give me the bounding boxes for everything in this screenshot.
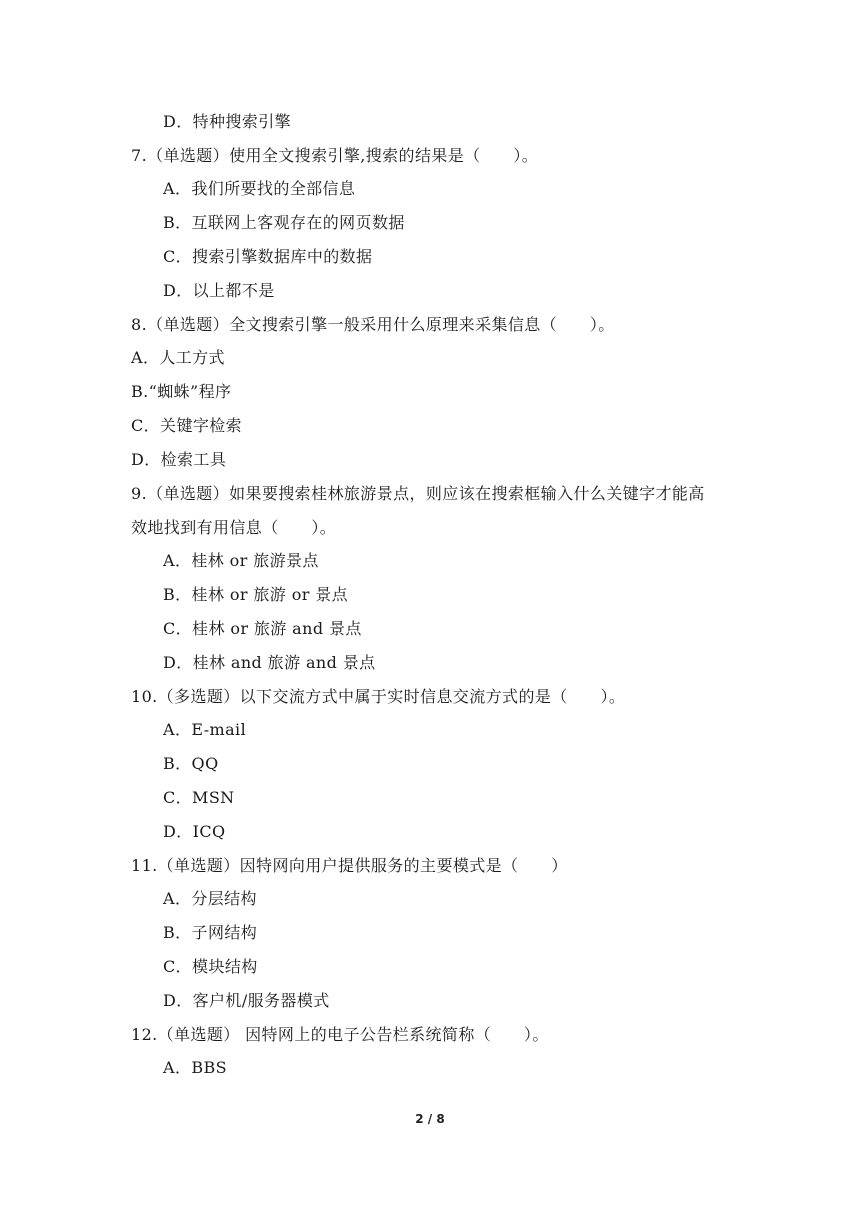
option-line: A．E-mail: [163, 720, 247, 739]
option-line: A．分层结构: [163, 889, 257, 908]
option-line: A．BBS: [163, 1058, 228, 1077]
option-line: B.“蜘蛛”程序: [131, 382, 232, 401]
option-line: C．桂林 or 旅游 and 景点: [163, 619, 362, 638]
option-line: B．互联网上客观存在的网页数据: [163, 213, 405, 232]
option-line: D．以上都不是: [163, 281, 275, 300]
option-line: B．子网结构: [163, 923, 258, 942]
question-line: 9.（单选题）如果要搜索桂林旅游景点，则应该在搜索框输入什么关键字才能高: [131, 484, 705, 503]
question-line: 10.（多选题）以下交流方式中属于实时信息交流方式的是（ ）。: [131, 687, 626, 706]
option-line: A．人工方式: [131, 348, 225, 367]
question-line: 效地找到有用信息（ ）。: [131, 518, 337, 537]
option-line: C．模块结构: [163, 957, 258, 976]
option-line: C．关键字检索: [131, 416, 243, 435]
option-line: B．QQ: [163, 754, 219, 773]
option-line: D．ICQ: [163, 822, 226, 841]
page-number: 2 / 8: [415, 1112, 445, 1126]
question-line: 12.（单选题） 因特网上的电子公告栏系统简称（ ）。: [131, 1025, 549, 1044]
question-line: 11.（单选题）因特网向用户提供服务的主要模式是（ ）: [131, 856, 568, 875]
option-line: D．特种搜索引擎: [163, 112, 292, 131]
question-line: 8.（单选题）全文搜索引擎一般采用什么原理来采集信息（ ）。: [131, 315, 615, 334]
option-line: B．桂林 or 旅游 or 景点: [163, 585, 349, 604]
option-line: A．我们所要找的全部信息: [163, 179, 356, 198]
option-line: D．客户机/服务器模式: [163, 991, 330, 1010]
option-line: D．桂林 and 旅游 and 景点: [163, 653, 376, 672]
option-line: D．检索工具: [131, 450, 227, 469]
question-line: 7.（单选题）使用全文搜索引擎,搜索的结果是（ ）。: [131, 146, 539, 165]
option-line: C．MSN: [163, 788, 235, 807]
option-line: C．搜索引擎数据库中的数据: [163, 247, 373, 266]
option-line: A．桂林 or 旅游景点: [163, 551, 319, 570]
